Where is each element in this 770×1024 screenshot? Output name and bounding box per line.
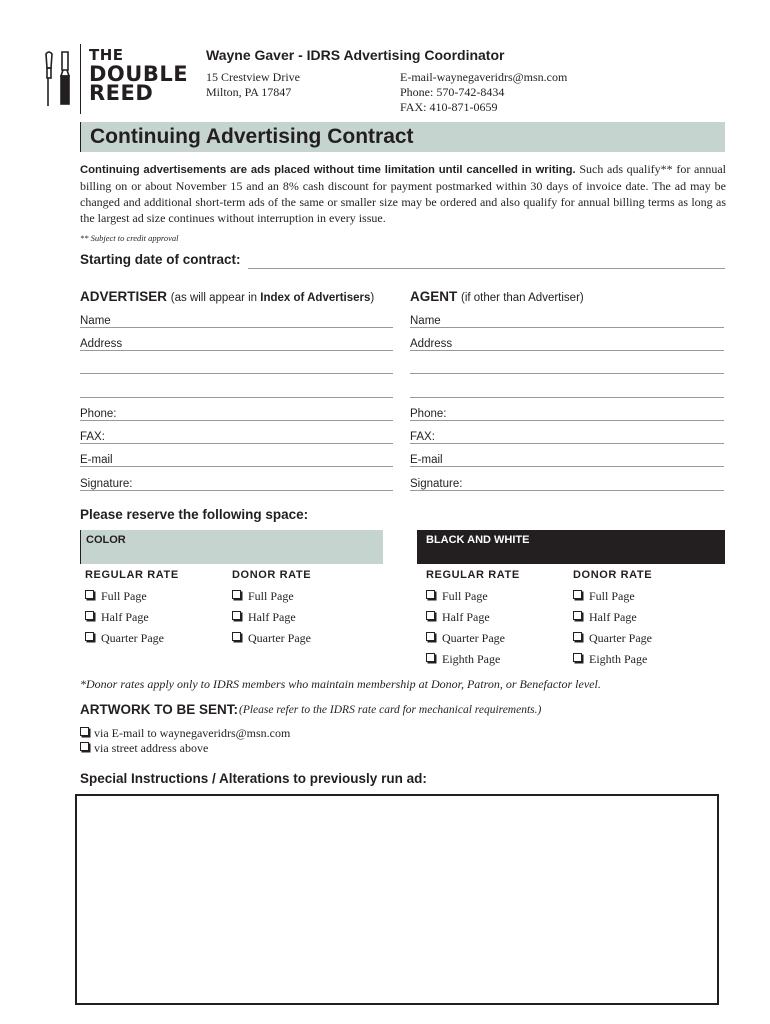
reserve-heading: Please reserve the following space:	[80, 507, 309, 522]
option-label: Half Page	[589, 610, 637, 624]
advertiser-index-label: Index of Advertisers	[260, 292, 371, 304]
advertiser-email-label: E-mail	[80, 454, 113, 466]
agent-signature-field[interactable]	[410, 490, 724, 491]
agent-phone-field[interactable]	[410, 420, 724, 421]
color-donor-heading: DONOR RATE	[232, 569, 312, 581]
agent-phone-label: Phone:	[410, 408, 447, 420]
artwork-heading: ARTWORK TO BE SENT:	[80, 702, 238, 717]
advertiser-name-label: Name	[80, 315, 111, 327]
agent-title: AGENT	[410, 289, 458, 304]
agent-name-field[interactable]	[410, 327, 724, 328]
option-label: Eighth Page	[589, 652, 648, 666]
start-date-field[interactable]	[248, 268, 725, 269]
option-bw-regular-full[interactable]	[426, 589, 488, 604]
advertiser-sub-bold	[260, 292, 370, 304]
checkbox-icon[interactable]	[80, 742, 89, 751]
start-date-label: Starting date of contract:	[80, 252, 241, 267]
advertiser-signature-field[interactable]	[80, 490, 393, 491]
checkbox-icon[interactable]	[573, 632, 582, 641]
city: Milton, PA 17847	[206, 85, 292, 99]
logo-line: DOUBLE	[89, 62, 189, 86]
agent-address-field-2[interactable]	[410, 373, 724, 374]
bw-label: BLACK AND WHITE	[426, 534, 530, 546]
option-label: Full Page	[442, 589, 488, 603]
agent-name-label: Name	[410, 315, 441, 327]
option-color-regular-half[interactable]	[85, 610, 149, 625]
checkbox-icon[interactable]	[85, 632, 94, 641]
advertiser-address-field[interactable]	[80, 350, 393, 351]
checkbox-icon[interactable]	[426, 632, 435, 641]
option-label: Quarter Page	[442, 631, 505, 645]
option-color-regular-quarter[interactable]	[85, 631, 164, 646]
checkbox-icon[interactable]	[573, 590, 582, 599]
advertiser-email-field[interactable]	[80, 466, 393, 467]
advertiser-address-field-2[interactable]	[80, 373, 393, 374]
advertiser-address-field-3[interactable]	[80, 397, 393, 398]
special-instructions-box[interactable]	[75, 794, 719, 1005]
agent-sub: (if other than Advertiser)	[461, 292, 584, 304]
option-bw-donor-full[interactable]	[573, 589, 635, 604]
intro-paragraph	[80, 161, 726, 226]
agent-address-label: Address	[410, 338, 453, 350]
advertiser-signature-label: Signature:	[80, 478, 133, 490]
logo	[89, 46, 188, 103]
agent-fax-label: FAX:	[410, 431, 435, 443]
street: 15 Crestview Drive	[206, 70, 300, 84]
option-bw-donor-half[interactable]	[573, 610, 637, 625]
agent-fax-field[interactable]	[410, 443, 724, 444]
option-label: via street address above	[94, 741, 209, 755]
option-bw-donor-eighth[interactable]	[573, 652, 647, 667]
double-reed-icon	[42, 48, 76, 110]
agent-email-field[interactable]	[410, 466, 724, 467]
agent-signature-label: Signature:	[410, 478, 463, 490]
option-label: Quarter Page	[101, 631, 164, 645]
agent-address-field-3[interactable]	[410, 397, 724, 398]
checkbox-icon[interactable]	[80, 727, 89, 736]
color-label: COLOR	[86, 534, 126, 546]
color-regular-heading: REGULAR RATE	[85, 569, 179, 581]
checkbox-icon[interactable]	[426, 611, 435, 620]
checkbox-icon[interactable]	[426, 590, 435, 599]
bw-donor-heading: DONOR RATE	[573, 569, 653, 581]
artwork-option-mail[interactable]	[80, 741, 208, 756]
contact-info	[400, 70, 567, 115]
coordinator-heading: Wayne Gaver - IDRS Advertising Coordinator	[206, 47, 505, 63]
option-label: Full Page	[589, 589, 635, 603]
agent-address-field[interactable]	[410, 350, 724, 351]
option-label: Full Page	[248, 589, 294, 603]
option-bw-regular-half[interactable]	[426, 610, 490, 625]
phone: Phone: 570-742-8434	[400, 85, 505, 99]
advertiser-heading	[80, 289, 374, 304]
option-label: Eighth Page	[442, 652, 501, 666]
artwork-note: (Please refer to the IDRS rate card for mechanical requirements.)	[239, 704, 542, 716]
option-label: Quarter Page	[589, 631, 652, 645]
checkbox-icon[interactable]	[573, 653, 582, 662]
agent-heading	[410, 289, 584, 304]
intro-text: Such ads qualify** for annual billing on or about November 15 and an 8% cash discount for payment postmarked within 30 days of invoice date. The ad may be changed and additional short-term ads of the same or smaller size may be ordered and also qualify for annual billing terms as long as the largest ad size continues without interruption in every issue.	[80, 162, 726, 225]
option-bw-regular-quarter[interactable]	[426, 631, 505, 646]
option-color-donor-quarter[interactable]	[232, 631, 311, 646]
checkbox-icon[interactable]	[573, 611, 582, 620]
email: E-mail-waynegaveridrs@msn.com	[400, 70, 568, 84]
intro-bold: Continuing advertisements are ads placed without time limitation until cancelled in writing.	[80, 164, 576, 176]
checkbox-icon[interactable]	[85, 611, 94, 620]
advertiser-address-label: Address	[80, 338, 123, 350]
option-color-regular-full[interactable]	[85, 589, 147, 604]
logo-divider	[80, 44, 81, 114]
special-instructions-heading: Special Instructions / Alterations to previously run ad:	[80, 771, 427, 786]
checkbox-icon[interactable]	[232, 611, 241, 620]
checkbox-icon[interactable]	[232, 590, 241, 599]
fax: FAX: 410-871-0659	[400, 100, 498, 114]
checkbox-icon[interactable]	[426, 653, 435, 662]
option-label: Half Page	[101, 610, 149, 624]
page-title: Continuing Advertising Contract	[90, 125, 414, 148]
option-label: Full Page	[101, 589, 147, 603]
advertiser-phone-field[interactable]	[80, 420, 393, 421]
option-color-donor-full[interactable]	[232, 589, 294, 604]
advertiser-title: ADVERTISER	[80, 289, 168, 304]
advertiser-sub-pre: (as will appear in	[170, 292, 261, 304]
advertiser-fax-label: FAX:	[80, 431, 105, 443]
advertiser-phone-label: Phone:	[80, 408, 117, 420]
option-bw-regular-eighth[interactable]	[426, 652, 500, 667]
bw-regular-heading: REGULAR RATE	[426, 569, 520, 581]
option-label: Quarter Page	[248, 631, 311, 645]
checkbox-icon[interactable]	[232, 632, 241, 641]
option-label: Half Page	[442, 610, 490, 624]
advertiser-name-field[interactable]	[80, 327, 393, 328]
option-label: via E-mail to waynegaveridrs@msn.com	[94, 726, 291, 740]
artwork-option-email[interactable]	[80, 726, 290, 741]
mailing-address	[206, 70, 300, 100]
option-label: Half Page	[248, 610, 296, 624]
agent-email-label: E-mail	[410, 454, 443, 466]
option-bw-donor-quarter[interactable]	[573, 631, 652, 646]
advertiser-fax-field[interactable]	[80, 443, 393, 444]
checkbox-icon[interactable]	[85, 590, 94, 599]
logo-line: THE	[89, 46, 124, 64]
option-color-donor-half[interactable]	[232, 610, 296, 625]
logo-line: REED	[89, 81, 154, 105]
credit-note: ** Subject to credit approval	[80, 233, 179, 243]
donor-note: *Donor rates apply only to IDRS members who maintain membership at Donor, Patron, or Benefactor level.	[80, 677, 601, 691]
advertiser-sub-post: )	[370, 292, 375, 304]
